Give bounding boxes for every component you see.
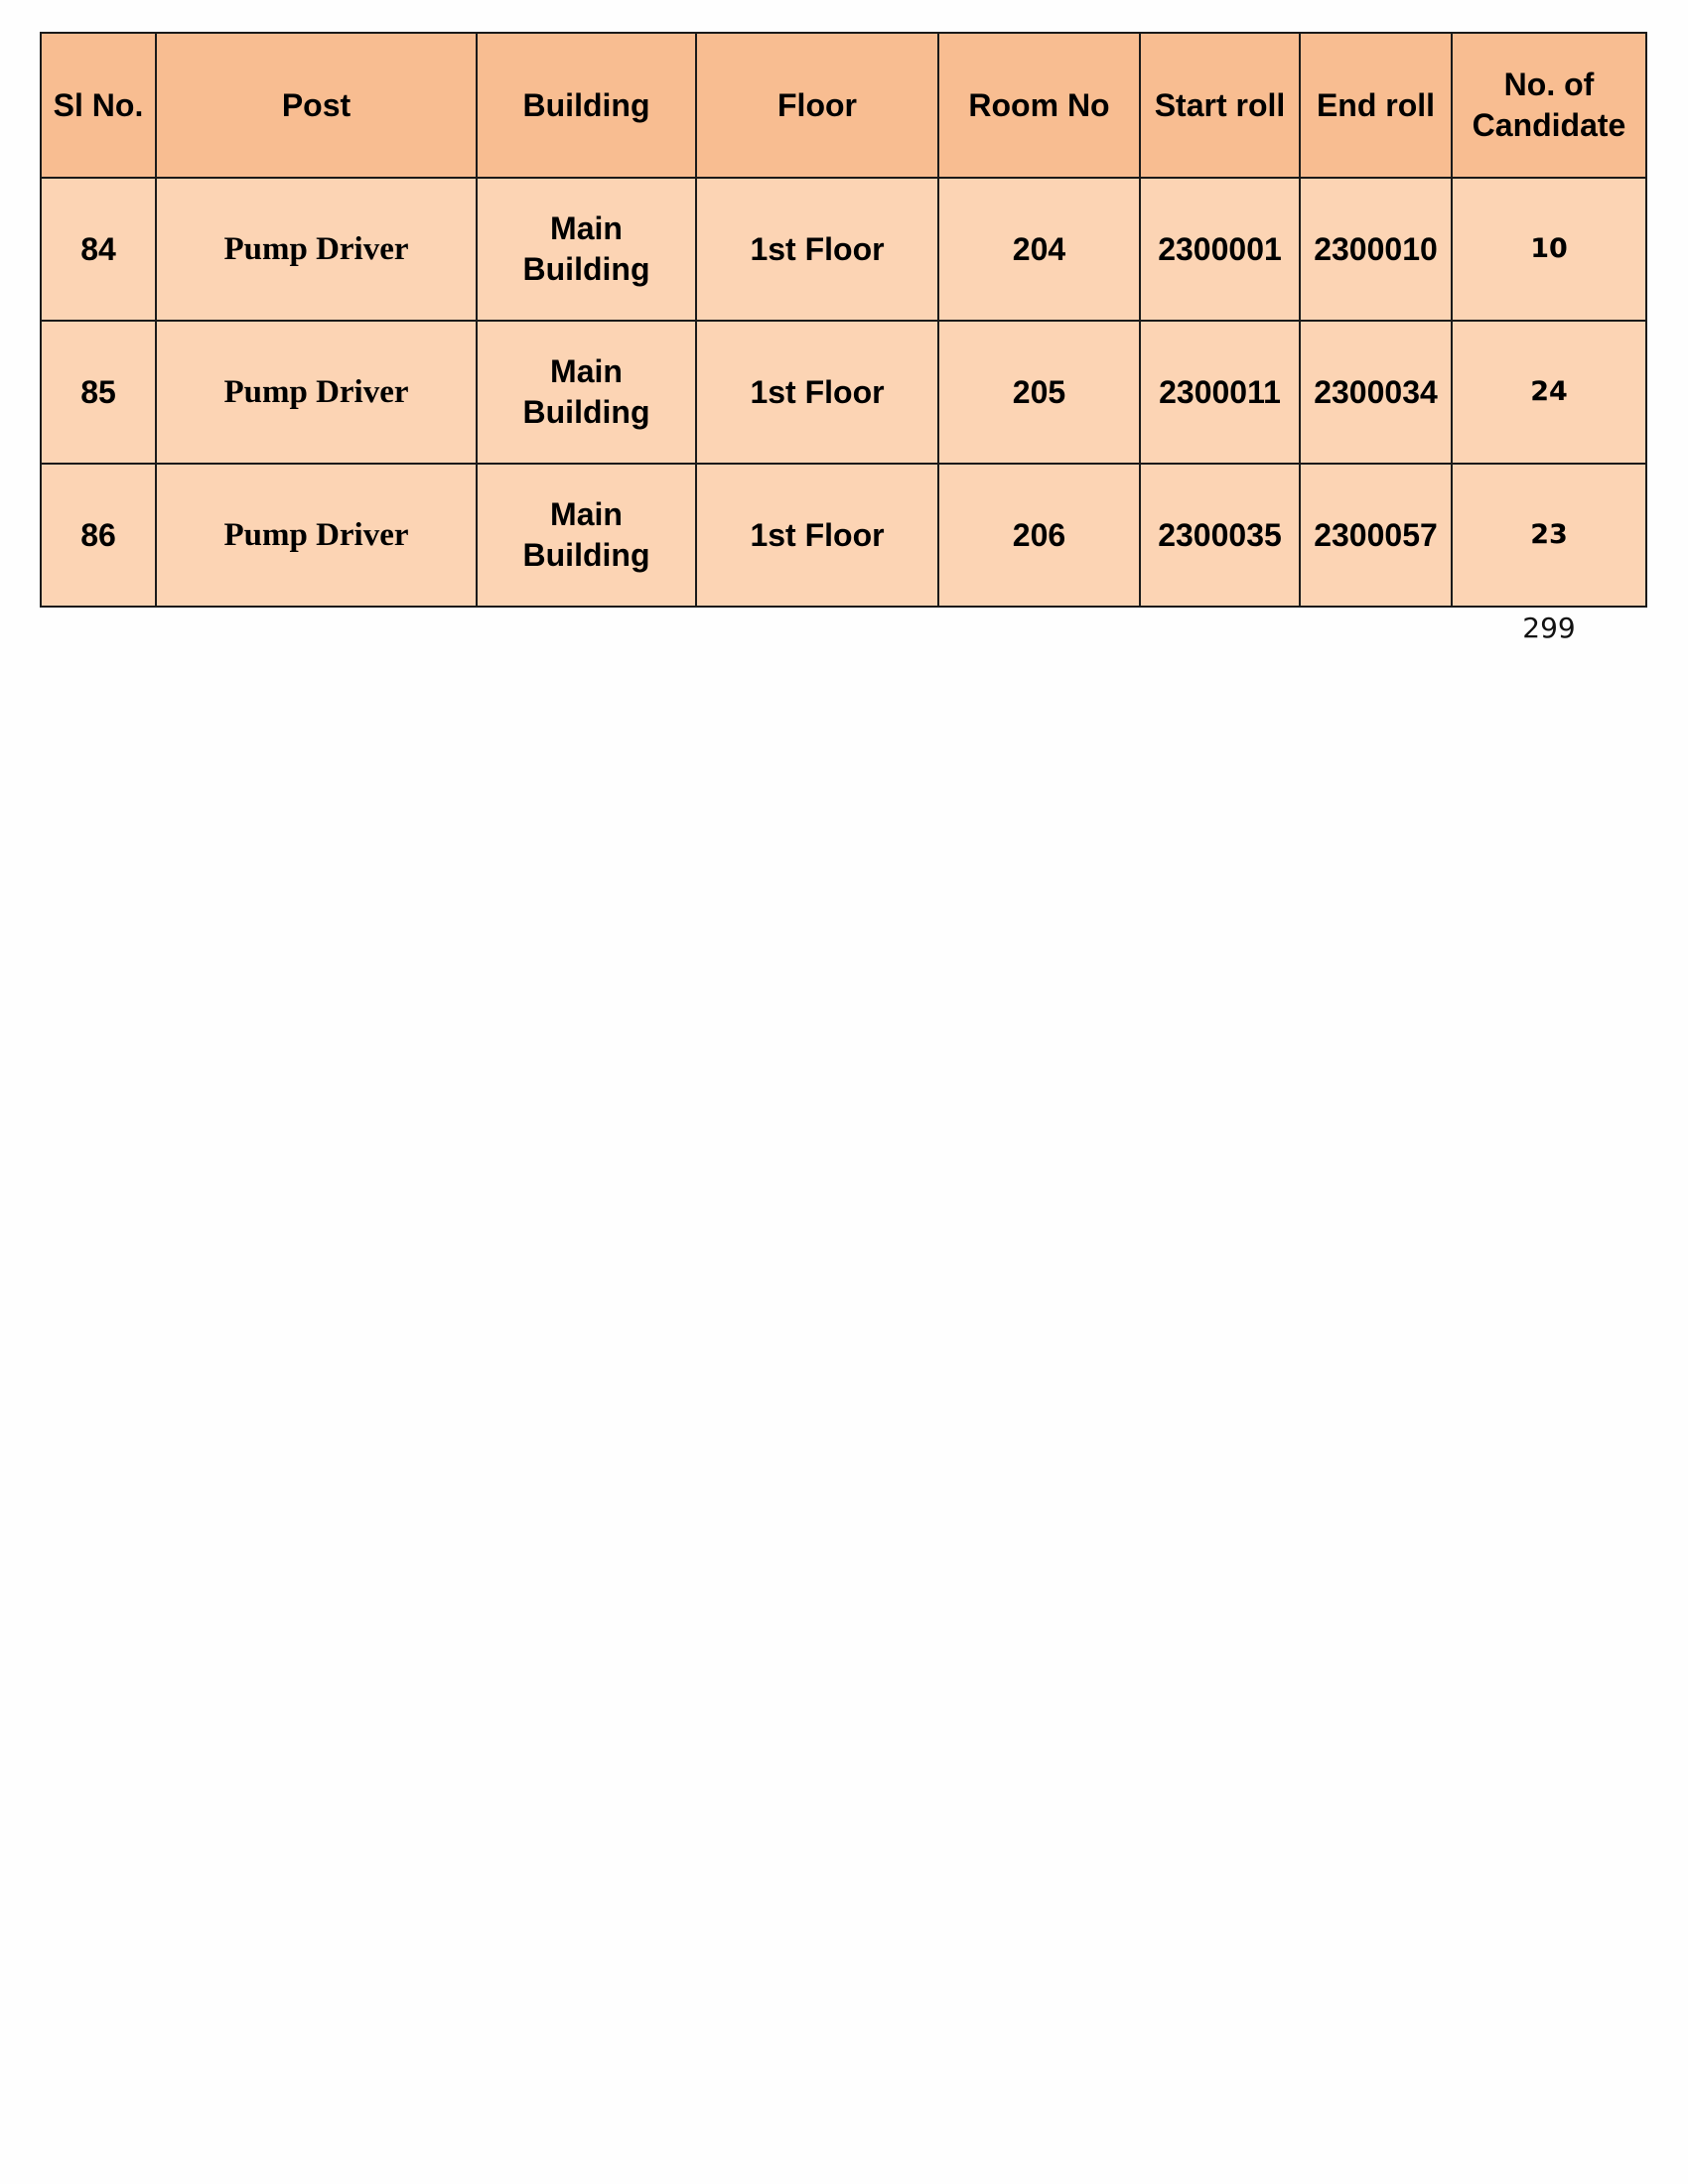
- cell-candidates: 10: [1452, 178, 1646, 321]
- cell-building-line1: Main: [550, 496, 623, 533]
- cell-building-line2: Building: [522, 251, 650, 287]
- header-building: Building: [477, 33, 696, 178]
- cell-sl-no: 85: [41, 321, 156, 464]
- cell-building-line2: Building: [522, 394, 650, 430]
- table-row: [41, 464, 1646, 607]
- header-floor: Floor: [696, 33, 938, 178]
- header-start-roll: Start roll: [1140, 33, 1300, 178]
- cell-room-no: 205: [938, 321, 1140, 464]
- table-row: [41, 178, 1646, 321]
- cell-room-no: 206: [938, 464, 1140, 607]
- cell-building-line2: Building: [522, 537, 650, 573]
- cell-post: Pump Driver: [156, 178, 477, 321]
- exam-seating-table: [40, 32, 1647, 608]
- header-end-roll: End roll: [1300, 33, 1452, 178]
- cell-end-roll: 2300034: [1300, 321, 1452, 464]
- cell-building: [477, 178, 696, 321]
- header-sl-no: Sl No.: [41, 33, 156, 178]
- table-row: [41, 321, 1646, 464]
- cell-start-roll: 2300035: [1140, 464, 1300, 607]
- cell-candidates: 23: [1452, 464, 1646, 607]
- cell-building-line1: Main: [550, 353, 623, 390]
- cell-sl-no: 86: [41, 464, 156, 607]
- cell-building: [477, 464, 696, 607]
- header-no-of-candidate-line1: No. of: [1503, 67, 1595, 103]
- cell-end-roll: 2300010: [1300, 178, 1452, 321]
- cell-post: Pump Driver: [156, 464, 477, 607]
- cell-start-roll: 2300011: [1140, 321, 1300, 464]
- cell-start-roll: 2300001: [1140, 178, 1300, 321]
- cell-floor: 1st Floor: [696, 321, 938, 464]
- cell-floor: 1st Floor: [696, 464, 938, 607]
- cell-candidates: 24: [1452, 321, 1646, 464]
- cell-post: Pump Driver: [156, 321, 477, 464]
- cell-end-roll: 2300057: [1300, 464, 1452, 607]
- cell-sl-no: 84: [41, 178, 156, 321]
- table-header-row: [41, 33, 1646, 178]
- cell-room-no: 204: [938, 178, 1140, 321]
- header-post: Post: [156, 33, 477, 178]
- header-no-of-candidate-line2: Candidate: [1472, 107, 1626, 143]
- cell-floor: 1st Floor: [696, 178, 938, 321]
- cell-building: [477, 321, 696, 464]
- page-number: 299: [1522, 612, 1576, 644]
- header-room-no: Room No: [938, 33, 1140, 178]
- cell-building-line1: Main: [550, 210, 623, 247]
- header-no-of-candidate: [1452, 33, 1646, 178]
